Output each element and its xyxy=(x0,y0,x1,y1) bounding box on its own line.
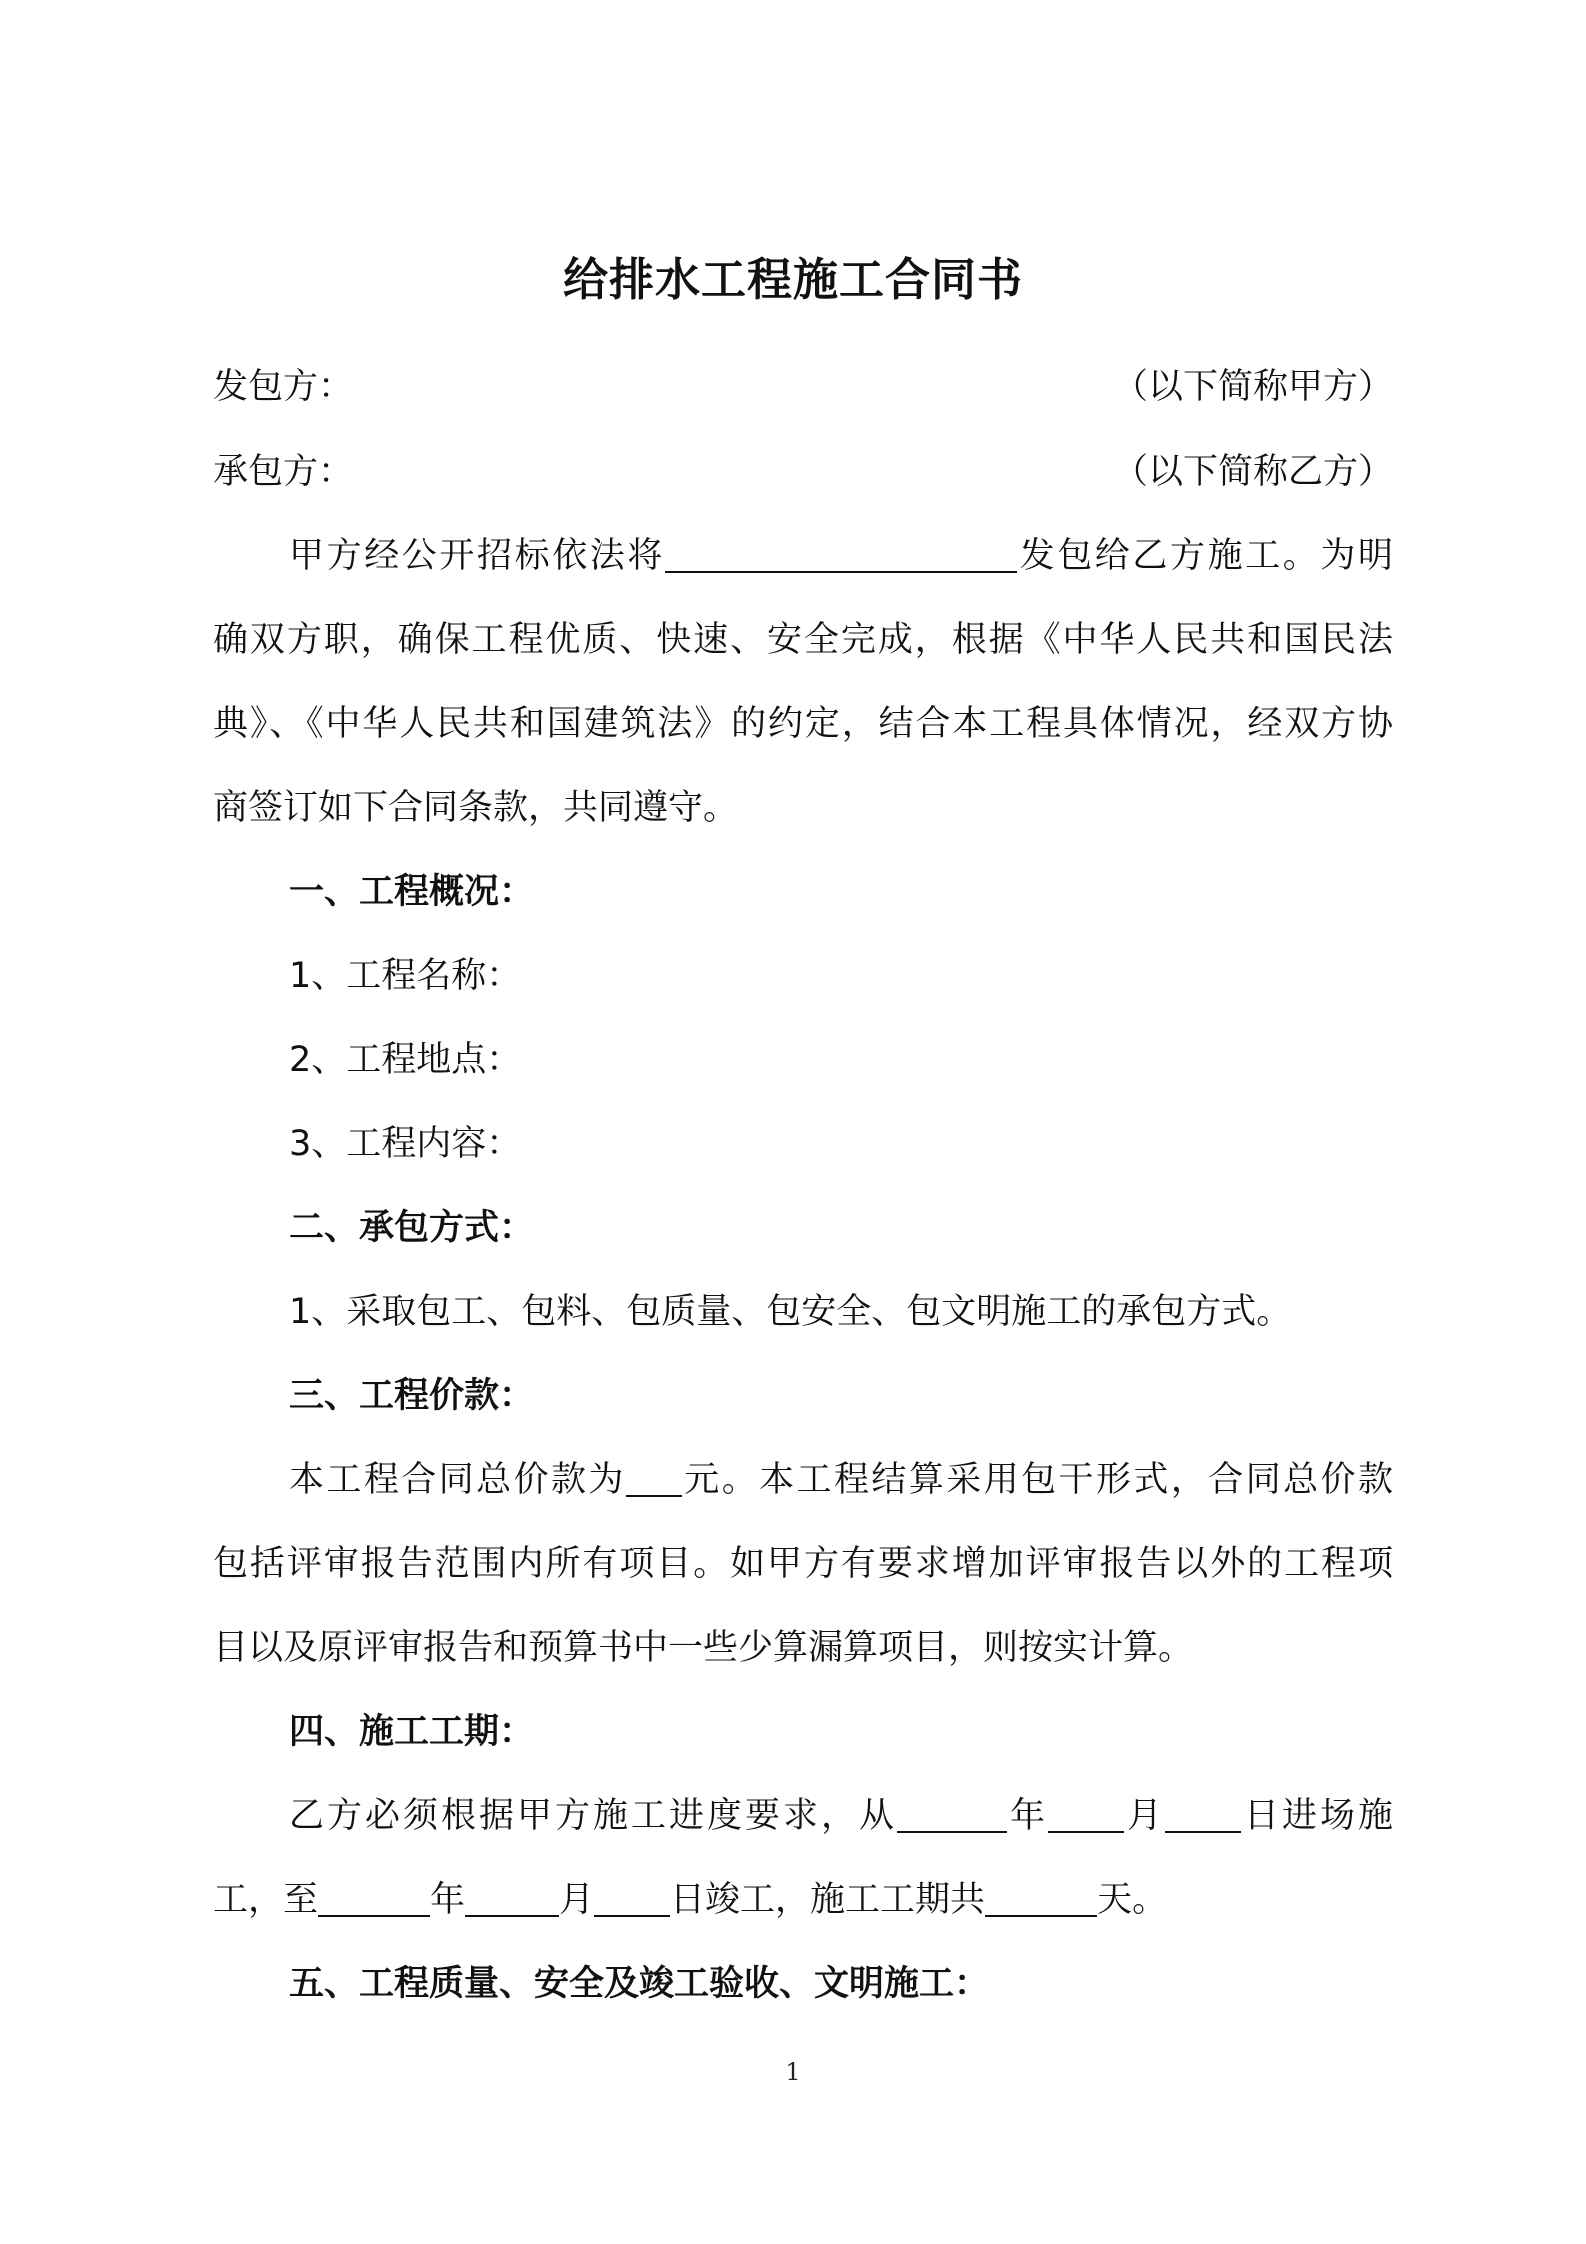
party-b-line xyxy=(213,430,1393,514)
intro-line-4: 商签订如下合同条款，共同遵守。 xyxy=(213,788,739,828)
party-a-alias: （以下简称甲方） xyxy=(1112,367,1393,407)
section-5-heading: 五、工程质量、安全及竣工验收、文明施工： xyxy=(289,1964,990,2004)
duration-days-blank xyxy=(985,1871,1097,1917)
section-2-heading: 二、承包方式： xyxy=(289,1208,535,1248)
party-a-line xyxy=(213,345,1393,429)
project-name-blank xyxy=(665,527,1017,573)
section-4-heading: 四、施工工期： xyxy=(289,1712,535,1752)
intro-line-3: 典》、《中华人民共和国建筑法》的约定，结合本工程具体情况，经双方协 xyxy=(213,704,1393,744)
section-2-item-1: 1、采取包工、包料、包质量、包安全、包文明施工的承包方式。 xyxy=(289,1292,1292,1332)
section-4-line-1: 乙方必须根据甲方施工进度要求，从 年 月 日进场施 xyxy=(289,1774,1393,1858)
section-3-line-2: 包括评审报告范围内所有项目。如甲方有要求增加评审报告以外的工程项 xyxy=(213,1544,1393,1584)
intro-line-1: 甲方经公开招标依法将 发包给乙方施工。为明 xyxy=(289,514,1393,598)
section-3-line-1: 本工程合同总价款为 元。本工程结算采用包干形式，合同总价款 xyxy=(289,1438,1393,1522)
section-1-heading: 一、工程概况： xyxy=(289,872,535,912)
start-year-blank xyxy=(897,1787,1007,1833)
document-title: 给排水工程施工合同书 xyxy=(562,253,1023,306)
section-3-heading: 三、工程价款： xyxy=(289,1376,535,1416)
section-1-item-3: 3、工程内容： xyxy=(289,1124,522,1164)
end-month-blank xyxy=(465,1871,559,1917)
section-4-line-2: 工，至 年 月 日竣工，施工工期共 天。 xyxy=(213,1858,1393,1942)
end-day-blank xyxy=(594,1871,670,1917)
section-1-item-2: 2、工程地点： xyxy=(289,1040,522,1080)
party-b-label: 承包方： xyxy=(213,452,354,492)
intro-line-2: 确双方职，确保工程优质、快速、安全完成，根据《中华人民共和国民法 xyxy=(213,620,1393,660)
section-3-line-3: 目以及原评审报告和预算书中一些少算漏算项目，则按实计算。 xyxy=(213,1628,1194,1668)
section-1-item-1: 1、工程名称： xyxy=(289,956,522,996)
start-day-blank xyxy=(1165,1787,1241,1833)
page-number: 1 xyxy=(785,2058,801,2086)
end-year-blank xyxy=(318,1871,430,1917)
price-blank xyxy=(626,1451,682,1497)
party-a-label: 发包方： xyxy=(213,367,354,407)
start-month-blank xyxy=(1048,1787,1124,1833)
party-b-alias: （以下简称乙方） xyxy=(1112,452,1393,492)
